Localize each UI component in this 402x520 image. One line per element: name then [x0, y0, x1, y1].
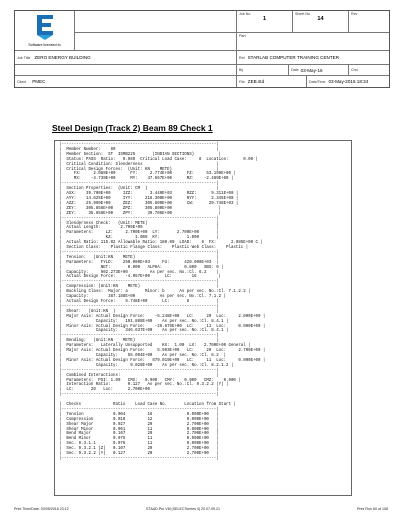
- staad-logo-icon: [34, 13, 56, 41]
- report-line: | Parameters: FYLD: 250.000E+03 FU: 420.000E+03 |: [59, 260, 219, 265]
- report-line: | FX: 2.088E+00 FY: 2.774E+00 FZ: 53.199E+00 |: [59, 172, 236, 177]
- report-line: | Capacity: 9.028E+00 As per sec. No.:Cl. 8.2.1.2 |: [59, 363, 234, 368]
- report-line: | Section Properties: (Unit: CM ) |: [59, 187, 219, 192]
- report-line: |---------------------------------------------------------------|: [59, 334, 219, 339]
- report-line: | Capacity: 387.188E+00 As per sec. No.:Cl. 7.1.2 |: [59, 295, 227, 300]
- report-line: |---------------------------------------------------------------|: [59, 407, 219, 412]
- report-line: | Tension: (Unit:KN METE) |: [59, 255, 219, 260]
- report-line: | Actual Ratio: 115.02 Allowable Ratio: 180.00 LOAD: 8 FX: 2.085E+00 C |: [59, 241, 263, 246]
- report-line: | AXX: 39.700E+00 IZZ: 3.440E+03 RZZ: 9.311E+00 |: [59, 192, 239, 197]
- report-line: | Combined Interactions: |: [59, 373, 219, 378]
- file-cell: File ZEB.std: [237, 76, 307, 87]
- report-line: | KZ: 1.000 KY: 1.000 |: [59, 236, 219, 241]
- report-line: | ZEY: 35.658E+00 ZPY: 39.706E+00 |: [59, 211, 222, 216]
- report-line: | Interaction Ratio: 0.127 As per sec. No.:Cl. 9.3.2.2 (Y) |: [59, 383, 229, 388]
- report-line: |---------------------------------------------------------------|: [59, 143, 219, 147]
- job-no: 1: [262, 16, 267, 22]
- report-line: | Parameters: Laterally Unsupported KX: 1.00 LX: 2.700E+00 General |: [59, 344, 251, 349]
- job-no-cell: Job No 1: [237, 11, 293, 32]
- file-value: ZEB.std: [247, 79, 265, 84]
- report-line: | Buckling Class: Major: a Minor: b As per sec. No.:Cl. 7.1.2.2 |: [59, 290, 251, 295]
- chd-cell: Chd: [351, 68, 358, 72]
- date-value: 03-May-16: [300, 67, 323, 73]
- report-line: | MX: -4.739E+00 MY: 47.667E+00 MZ: -2.489E+00 |: [59, 177, 234, 182]
- report-line: | Slenderness Check: (Unit: METE) |: [59, 221, 219, 226]
- print-run: Print Run 60 of 108: [357, 507, 388, 511]
- report-line: | Parameters: LZ: 2.700E+00 LY: 2.700E+00 |: [59, 231, 219, 236]
- report-line: | Minor Axis: Actual Design Force: -26.676E+00 LC: 11 Loc: 0.000E+00 |: [59, 324, 266, 329]
- report-line: | Shear Minor 0.061 11 0.000E+00 |: [59, 427, 219, 432]
- program-version: STAAD.Pro V8i (SELECTseries 4) 20.07.09.21: [146, 507, 221, 511]
- sheet-no: 14: [317, 16, 324, 22]
- report-line: | Capacity: 191.808E+00 As per sec. No.:Cl. 8.4.1 |: [59, 319, 229, 324]
- report-line: | Section Class: Plastic Flange Class: Plastic Web Class: Plastic |: [59, 246, 249, 251]
- report-line: | Major Axis: Actual Design Force: -5.248E+00 LC: 20 Loc: 2.000E+00 |: [59, 314, 266, 319]
- company-logo: [15, 11, 75, 51]
- report-line: |---------------------------------------------------------------|: [59, 182, 219, 187]
- datetime-cell: Date/Time 03-May-2016 18:34: [309, 79, 369, 84]
- ref-value: STARLAB COMPUTER TRAINING CENTER: [247, 55, 340, 60]
- report-line: | ZEY: 305.856E+00 ZPZ: 305.800E+00 |: [59, 206, 222, 211]
- report-line: | Capacity: 902.273E+00 As per sec. No.:Cl. 6.2 |: [59, 270, 219, 275]
- report-line: |---------------------------------------------------------------|: [59, 216, 219, 221]
- report-line: | Compression 0.010 12 0.000E+00 |: [59, 417, 219, 422]
- report-line: |---------------------------------------------------------------|: [59, 456, 219, 461]
- sheet-no-cell: Sheet No 14: [293, 11, 349, 32]
- by-cell: By: [237, 65, 289, 75]
- report-line: | Critical Design Forces: (Unit: KN METE) |: [59, 167, 219, 172]
- report-line: | Member Section: ST ISMB225 (INDIAN SECTIONS) |: [59, 152, 222, 157]
- report-line: | Actual Length: 2.700E+00 |: [59, 226, 219, 231]
- datetime-value: 03-May-2016 18:34: [328, 79, 369, 84]
- report-line: | Bending: (Unit:KN METE) |: [59, 339, 219, 344]
- report-line: | Bend Major 0.107 20 2.700E+00 |: [59, 432, 219, 437]
- report-line: |---------------------------------------------------------------|: [59, 250, 219, 255]
- report-line: | AZZ: 25.960E+00 ZEZ: 305.800E+00 CW: 29.748E+03 |: [59, 201, 239, 206]
- report-line: | Checks Ratio Load Case No. Location from Start |: [59, 403, 236, 408]
- ref-cell: Ref STARLAB COMPUTER TRAINING CENTER: [239, 55, 340, 60]
- report-line: | Capacity: 346.637E+00 As per sec. No.:Cl. 8.4.1 |: [59, 329, 229, 334]
- report-line: | Shear: (Unit:KN ) |: [59, 309, 219, 314]
- report-line: | Shear Major 0.027 20 2.700E+00 |: [59, 422, 219, 427]
- report-line: | Bend Minor 0.075 11 0.000E+00 |: [59, 437, 219, 442]
- part-cell: Part: [239, 34, 246, 38]
- report-line: | Minor Axis: Actual Design Force: 879.019E+00 LC: 11 Loc: 0.000E+00 |: [59, 358, 266, 363]
- rev-cell: Rev: [351, 12, 358, 16]
- report-line: | Status: PASS Ratio: 0.980 Critical Load Case: 8 Location: 0.00 |: [59, 157, 258, 162]
- report-line: |---------------------------------------------------------------|: [59, 368, 219, 373]
- report-line: | Sec. 9.3.2.1 (Z) 0.107 20 2.700E+00 |: [59, 447, 219, 452]
- report-line: | Member Number: 89 |: [59, 147, 219, 152]
- report-line: | Major Axis: Actual Design Force: 5.903E+00 LC: 20 Loc: 2.700E+00 |: [59, 349, 266, 354]
- design-report: [54, 140, 352, 496]
- report-line: | Tension 0.004 16 0.000E+00 |: [59, 412, 219, 417]
- licensed-label: Software licensed to: [28, 43, 61, 47]
- report-line: |---------------------------------------------------------------|: [59, 280, 219, 285]
- job-title: ZERO ENERGY BUILDING: [34, 55, 91, 60]
- report-line: |---------------------------------------------------------------|: [59, 304, 219, 309]
- report-line: | AYY: 14.625E+00 IYY: 218.300E+00 RYY: 2.345E+00 |: [59, 196, 239, 201]
- report-lines: [59, 143, 347, 462]
- report-line: | Actual Design Force: -4.057E+00 LC: 16 |: [59, 275, 222, 280]
- client-value: PMEC: [32, 79, 46, 84]
- report-line: | Sec. 9.3.1.1 0.078 11 0.000E+00 |: [59, 442, 219, 447]
- date-cell: Date 03-May-16: [289, 65, 349, 75]
- report-line: | NET: 0.000 ALPHA: 0.800 SBS: 0 |: [59, 265, 224, 270]
- report-line: | Sec. 9.3.2.2 (Y) 0.127 20 2.700E+00 |: [59, 452, 219, 457]
- print-time: Print Time/Date: 03/05/2016 23:12: [14, 507, 69, 511]
- page-title: Steel Design (Track 2) Beam 89 Check 1: [52, 123, 213, 133]
- report-line: | Compression: (Unit:KN METE) |: [59, 285, 219, 290]
- report-header: [14, 10, 390, 88]
- report-line: | Actual Design Force: 5.748E+00 LC: 8 |: [59, 300, 219, 304]
- report-line: |---------------------------------------------------------------|: [59, 393, 219, 398]
- report-line: | Parameters: PSI: 1.00 CMX: 0.900 CMY: 0.900 CMZ: 0.900 |: [59, 378, 241, 383]
- report-line: | LC: 20 Loc: 2.700E+00 |: [59, 388, 219, 393]
- client-cell: Client PMEC: [15, 76, 237, 87]
- job-title-cell: Job Title ZERO ENERGY BUILDING: [15, 51, 237, 64]
- report-line: | Critical Condition: Slenderness |: [59, 162, 219, 167]
- report-line: | Capacity: 55.004E+00 As per sec. No.:Cl. 8.2 |: [59, 353, 227, 358]
